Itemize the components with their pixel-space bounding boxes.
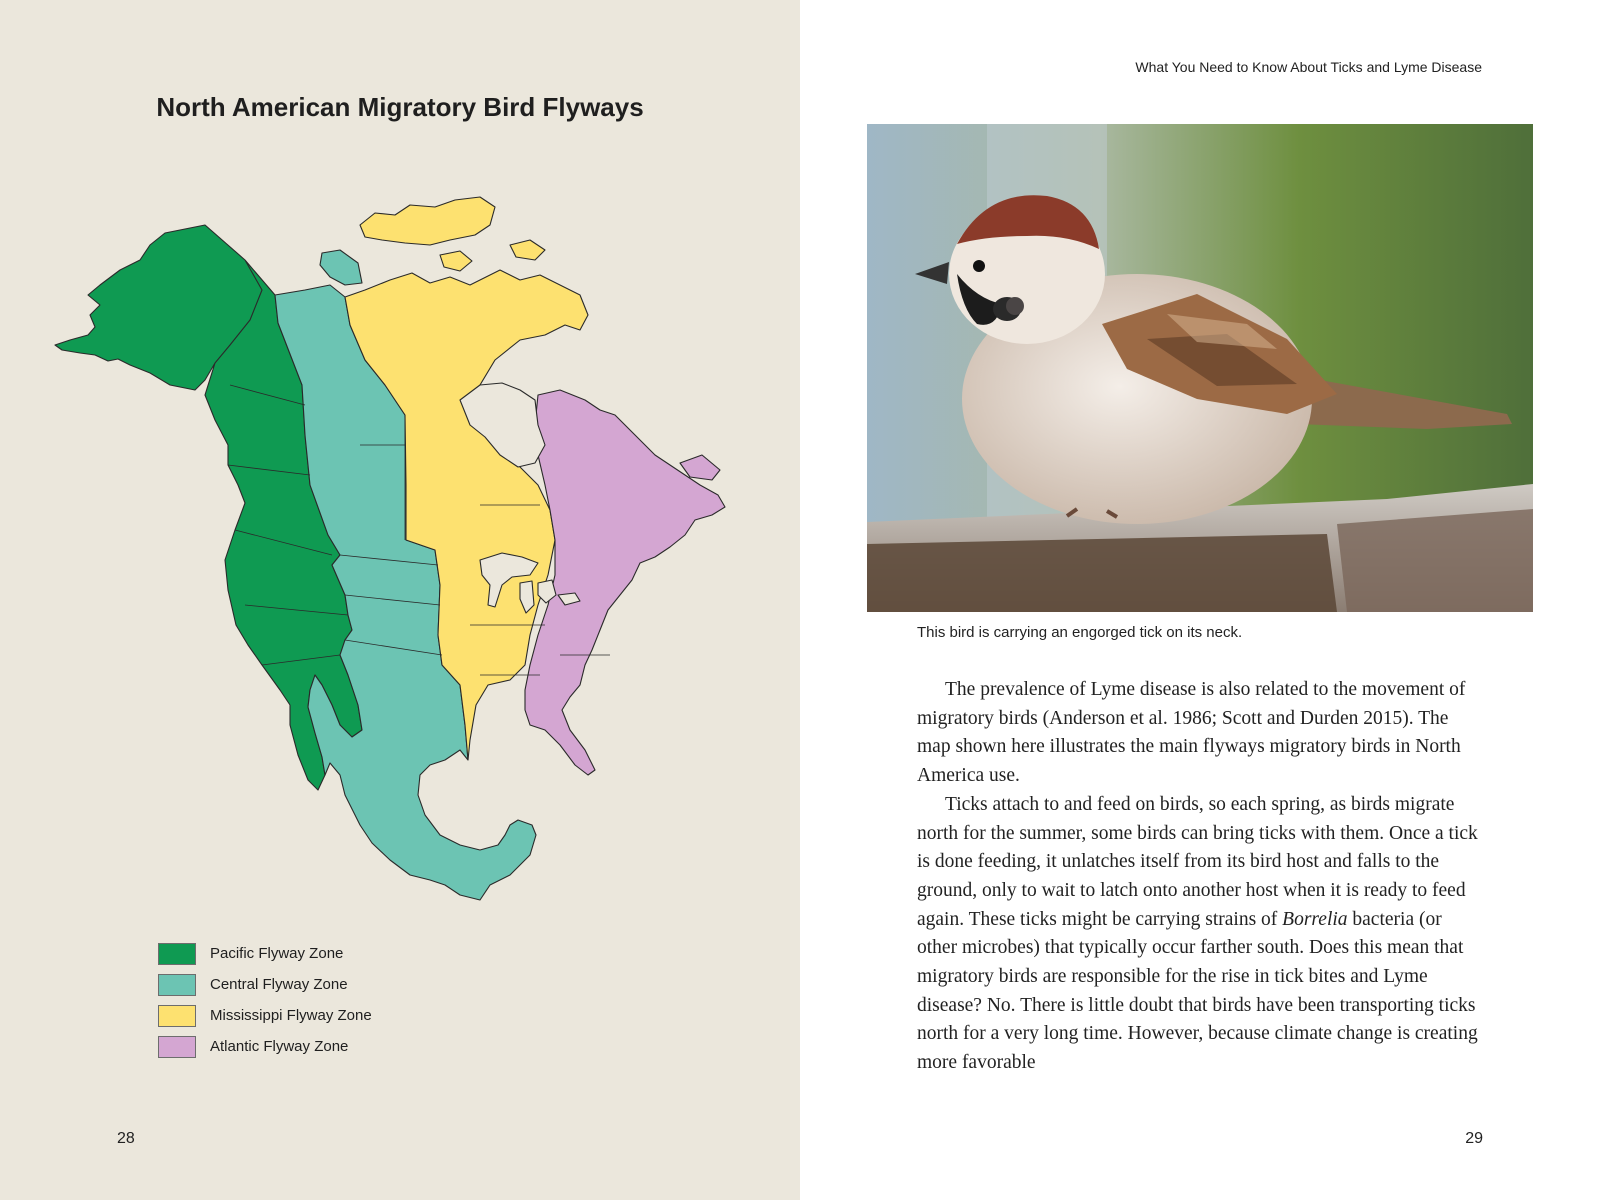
legend-item-atlantic [158, 1031, 372, 1062]
map-title: North American Migratory Bird Flyways [156, 92, 644, 122]
map-legend [158, 938, 372, 1062]
paragraph-2-part-b: bacteria (or other microbes) that typically occur farther south. Does this mean that migratory birds are responsible for the rise in tick bites and Lyme disease? No. There is little doubt that birds have been transporting ticks north for a very long time. However, because climate change is creating more favorable [917, 908, 1478, 1074]
flyway-map [40, 185, 760, 925]
legend-item-central [158, 969, 372, 1000]
right-page [800, 0, 1600, 1200]
legend-label-atlantic: Atlantic Flyway Zone [210, 1038, 349, 1055]
legend-label-pacific: Pacific Flyway Zone [210, 945, 344, 962]
running-head: What You Need to Know About Ticks and Lyme Disease [1135, 59, 1482, 75]
photo-caption: This bird is carrying an engorged tick on its neck. [917, 624, 1243, 641]
paragraph-1: The prevalence of Lyme disease is also related to the movement of migratory birds (Anderson et al. 1986; Scott and Durden 2015). The map shown here illustrates the main flyways migratory birds in North America use. [917, 679, 1466, 787]
legend-swatch-atlantic [158, 1036, 196, 1058]
paragraph-2 [917, 791, 1485, 1078]
sparrow-photo [867, 124, 1533, 612]
page-number-left: 28 [117, 1130, 135, 1147]
body-text [917, 676, 1485, 1078]
legend-item-mississippi [158, 1000, 372, 1031]
legend-label-mississippi: Mississippi Flyway Zone [210, 1007, 372, 1024]
legend-label-central: Central Flyway Zone [210, 976, 348, 993]
legend-item-pacific [158, 938, 372, 969]
legend-swatch-pacific [158, 943, 196, 965]
paragraph-2-part-a: Ticks attach to and feed on birds, so each spring, as birds migrate north for the summer, some birds can bring ticks with them. Once a tick is done feeding, it unlatches itself from its bird host and falls to the ground, only to wait to latch onto another host when it is ready to feed again. These ticks might be carrying strains of [917, 793, 1478, 930]
legend-swatch-mississippi [158, 1005, 196, 1027]
borrelia-italic: Borrelia [1282, 908, 1348, 930]
page-number-right: 29 [1465, 1130, 1483, 1147]
legend-swatch-central [158, 974, 196, 996]
atlantic-flyway-region [525, 390, 725, 775]
